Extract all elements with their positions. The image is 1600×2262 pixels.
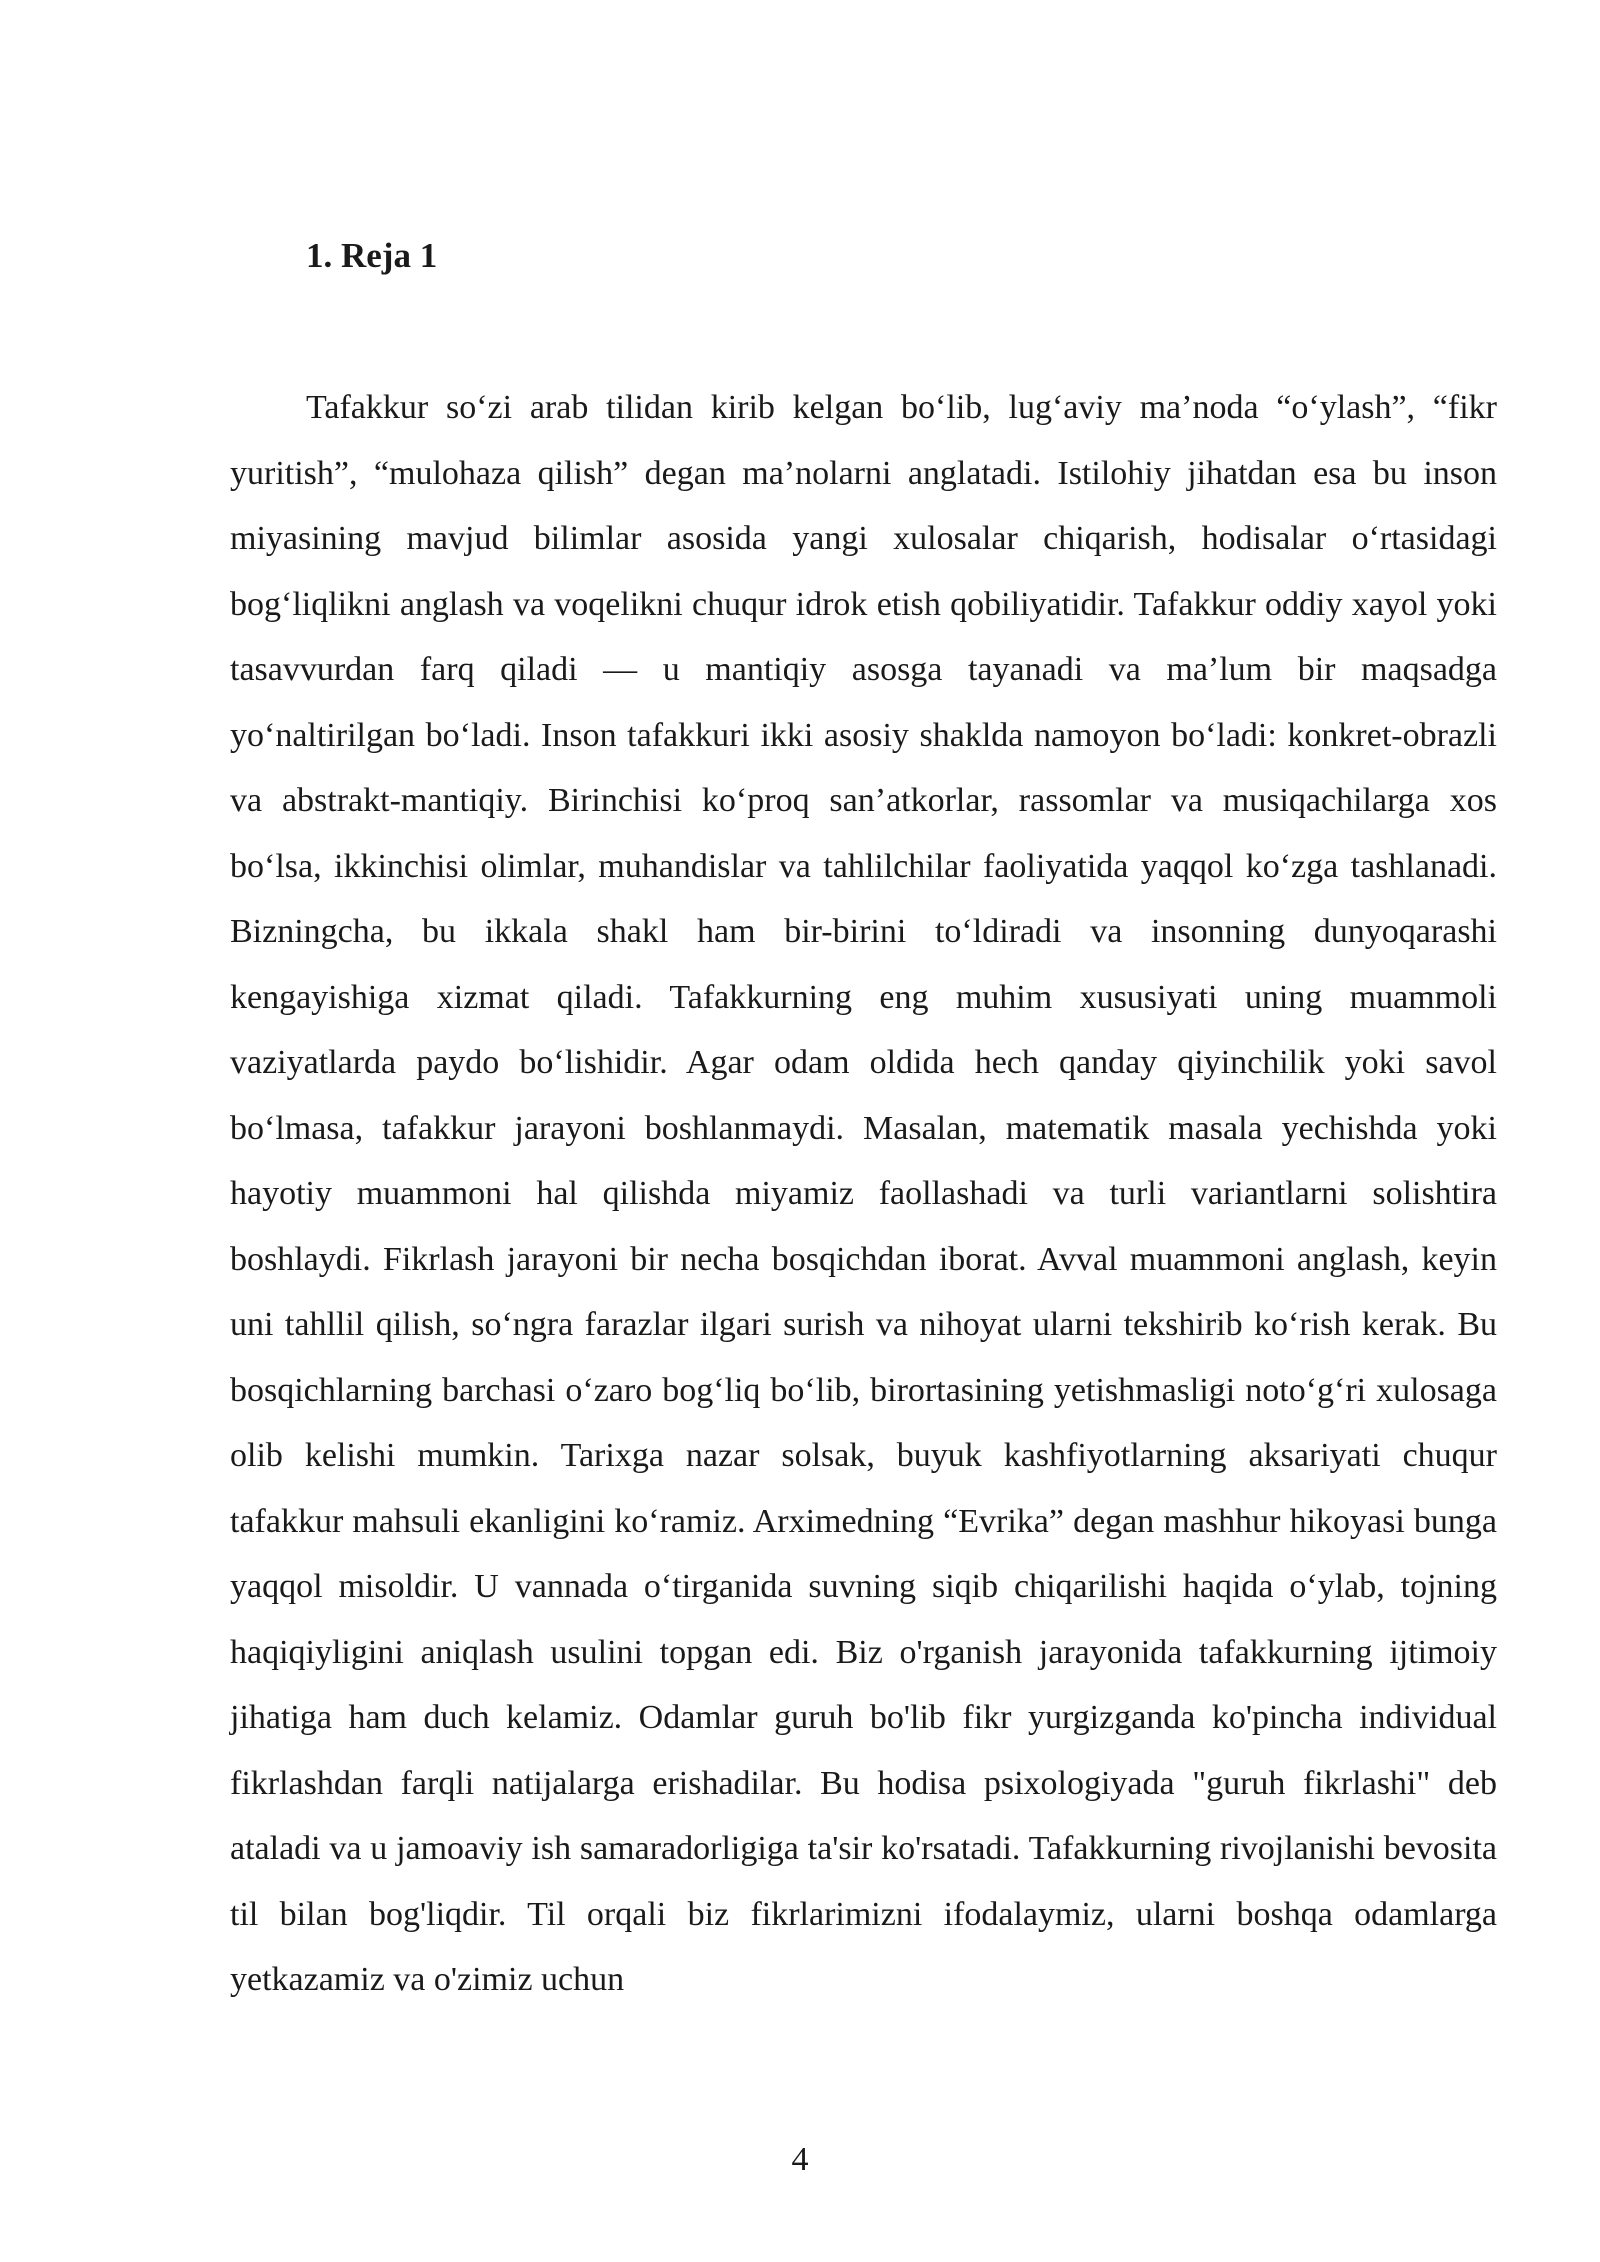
page-number: 4 [791,2141,809,2178]
body-paragraph: Tafakkur so‘zi arab tilidan kirib kelgan bo‘lib, lug‘aviy ma’noda “o‘ylash”, “fikr yuritish”, “mulohaza qilish” degan ma’nolarni anglatadi. Istilohiy jihatdan esa bu inson miyasining mavjud bilimlar asosida yangi xulosalar chiqarish, hodisalar o‘rtasidagi bog‘liqlikni anglash va voqelikni chuqur idrok etish qobiliyatidir. Tafakkur oddiy xayol yoki tasavvurdan farq qiladi — u mantiqiy asosga tayanadi va ma’lum bir maqsadga yo‘naltirilgan bo‘ladi. Inson tafakkuri ikki asosiy shaklda namoyon bo‘ladi: konkret-obrazli va abstrakt-mantiqiy. Birinchisi ko‘proq san’atkorlar, rassomlar va musiqachilarga xos bo‘lsa, ikkinchisi olimlar, muhandislar va tahlilchilar faoliyatida yaqqol ko‘zga tashlanadi. Bizningcha, bu ikkala shakl ham bir-birini to‘ldiradi va insonning dunyoqarashi kengayishiga xizmat qiladi. Tafakkurning eng muhim xususiyati uning muammoli vaziyatlarda paydo bo‘lishidir. Agar odam oldida hech qanday qiyinchilik yoki savol bo‘lmasa, tafakkur jarayoni boshlanmaydi. Masalan, matematik masala yechishda yoki hayotiy muammoni hal qilishda miyamiz faollashadi va turli variantlarni solishtira boshlaydi. Fikrlash jarayoni bir necha bosqichdan iborat. Avval muammoni anglash, keyin uni tahllil qilish, so‘ngra farazlar ilgari surish va nihoyat ularni tekshirib ko‘rish kerak. Bu bosqichlarning barchasi o‘zaro bog‘liq bo‘lib, birortasining yetishmasligi noto‘g‘ri xulosaga olib kelishi mumkin. Tarixga nazar solsak, buyuk kashfiyotlarning aksariyati chuqur tafakkur mahsuli ekanligini ko‘ramiz. Arximedning “Evrika” degan mashhur hikoyasi bunga yaqqol misoldir. U vannada o‘tirganida suvning siqib chiqarilishi haqida o‘ylab, tojning haqiqiyligini aniqlash usulini topgan edi. Biz o'rganish jarayonida tafakkurning ijtimoiy jihatiga ham duch kelamiz. Odamlar guruh bo'lib fikr yurgizganda ko'pincha individual fikrlashdan farqli natijalarga erishadilar. Bu hodisa psixologiyada "guruh fikrlashi" deb ataladi va u jamoaviy ish samaradorligiga ta'sir ko'rsatadi. Tafakkurning rivojlanishi bevosita til bilan bog'liqdir. Til orqali biz fikrlarimizni ifodalaymiz, ularni boshqa odamlarga yetkazamiz va o'zimiz uchun [230,389,1497,1998]
section-heading: 1. Reja 1 [306,236,438,275]
